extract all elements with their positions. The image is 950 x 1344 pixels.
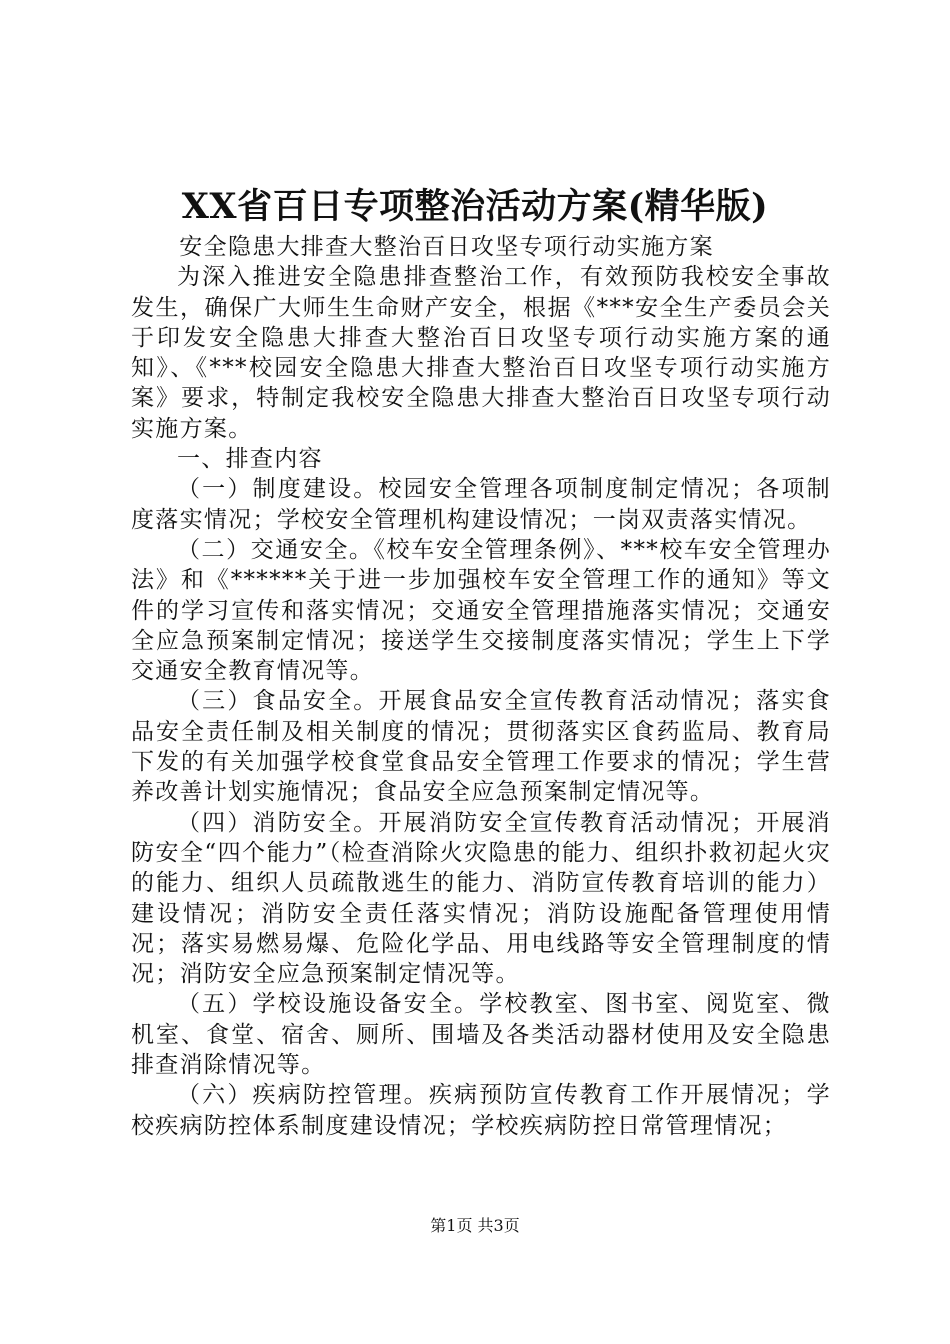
section-heading: 一、排查内容 — [177, 446, 323, 473]
document-body — [131, 232, 831, 1141]
paragraph-food-safety: （三）食品安全。开展食品安全宣传教育活动情况；落实食品安全责任制及相关制度的情况；贯彻落实区食药监局、教育局下发的有关加强学校食堂食品安全管理工作要求的情况；学生营养改善计划实施情况；食品安全应急预案制定情况等。 — [131, 688, 831, 806]
document-title: XX省百日专项整治活动方案(精华版) — [181, 186, 769, 227]
paragraph-system-construction: （一）制度建设。校园安全管理各项制度制定情况；各项制度落实情况；学校安全管理机构建设情况；一岗双责落实情况。 — [131, 476, 831, 533]
paragraph-fire-safety: （四）消防安全。开展消防安全宣传教育活动情况；开展消防安全“四个能力”（检查消除火灾隐患的能力、组织扑救初起火灾的能力、组织人员疏散逃生的能力、消防宣传教育培训的能力）建设情况；消防安全责任落实情况；消防设施配备管理使用情况；落实易燃易爆、危险化学品、用电线路等安全管理制度的情况；消防安全应急预案制定情况等。 — [131, 809, 831, 988]
intro-paragraph: 为深入推进安全隐患排查整治工作，有效预防我校安全事故发生，确保广大师生生命财产安全，根据《***安全生产委员会关于印发安全隐患大排查大整治百日攻坚专项行动实施方案的通知》、《***校园安全隐患大排查大整治百日攻坚专项行动实施方案》要求，特制定我校安全隐患大排查大整治百日攻坚专项行动实施方案。 — [131, 264, 831, 442]
paragraph-traffic-safety: （二）交通安全。《校车安全管理条例》、***校车安全管理办法》和《******关于进一步加强校车安全管理工作的通知》等文件的学习宣传和落实情况；交通安全管理措施落实情况；交通安全应急预案制定情况；接送学生交接制度落实情况；学生上下学交通安全教育情况等。 — [131, 536, 831, 685]
paragraph-disease-control: （六）疾病防控管理。疾病预防宣传教育工作开展情况；学校疾病防控体系制度建设情况；学校疾病防控日常管理情况； — [131, 1082, 831, 1139]
page-indicator: 第1页 共3页 — [430, 1216, 520, 1235]
document-subtitle: 安全隐患大排查大整治百日攻坚专项行动实施方案 — [179, 234, 714, 260]
paragraph-facility-safety: （五）学校设施设备安全。学校教室、图书室、阅览室、微机室、食堂、宿舍、厕所、围墙及各类活动器材使用及安全隐患排查消除情况等。 — [131, 991, 831, 1079]
